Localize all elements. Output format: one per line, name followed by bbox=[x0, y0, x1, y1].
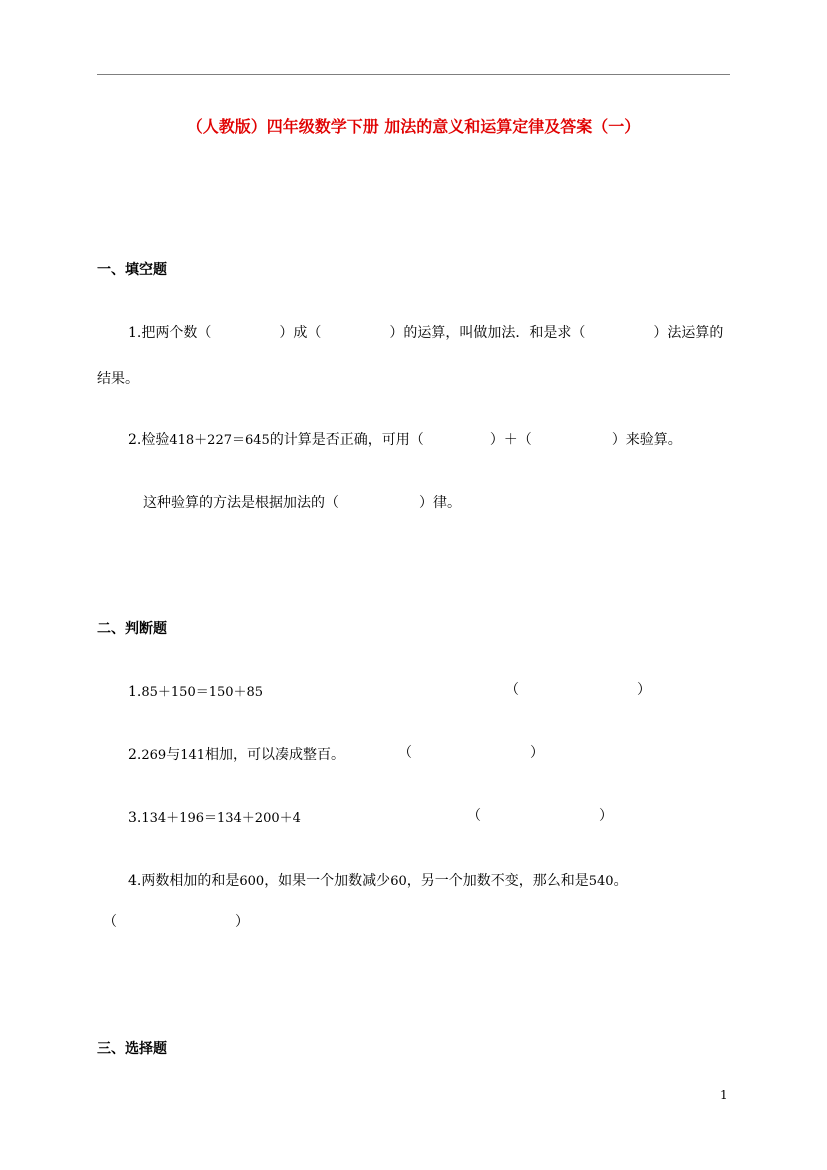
section-heading-fill-blank: 一、填空题 bbox=[97, 262, 167, 278]
question-text: ，如果一个加数减少 bbox=[264, 873, 391, 889]
open-paren: （ bbox=[398, 745, 412, 761]
section-heading-true-false: 二、判断题 bbox=[97, 621, 167, 637]
question-text: ）成（ bbox=[279, 325, 322, 341]
question-text: 把两个数（ bbox=[141, 325, 212, 341]
question-number: 1. bbox=[128, 684, 142, 700]
question-text: 与 bbox=[166, 747, 181, 763]
question-text: 。 bbox=[613, 873, 628, 889]
question-number: 1. bbox=[128, 325, 142, 341]
judge-answer-4[interactable] bbox=[103, 912, 249, 932]
question-text: ，另一个加数不变，那么和是 bbox=[406, 873, 589, 889]
math-expression: 134＋196＝134＋200＋4 bbox=[141, 811, 301, 826]
open-paren: （ bbox=[505, 682, 519, 698]
question-text: 相加，可以凑成整百。 bbox=[205, 747, 346, 763]
judge-question-1 bbox=[128, 682, 263, 703]
open-paren: （ bbox=[467, 808, 481, 824]
question-number: 2. bbox=[128, 432, 142, 448]
fill-question-1 bbox=[128, 323, 723, 343]
fill-question-2-line-2 bbox=[143, 493, 461, 513]
question-text: ）来验算。 bbox=[611, 432, 682, 448]
judge-answer-2[interactable] bbox=[398, 743, 544, 763]
question-number: 3. bbox=[128, 810, 142, 826]
document-title: （人教版）四年级数学下册 加法的意义和运算定律及答案（一） bbox=[186, 117, 641, 136]
judge-answer-3[interactable] bbox=[467, 806, 613, 826]
page-number: 1 bbox=[720, 1088, 728, 1102]
number: 60 bbox=[390, 874, 407, 889]
number: 141 bbox=[180, 748, 206, 763]
question-number: 2. bbox=[128, 747, 142, 763]
close-paren: ） bbox=[235, 914, 249, 930]
math-expression: 418＋227＝645 bbox=[169, 433, 270, 448]
number: 540 bbox=[588, 874, 614, 889]
question-text: ）法运算的 bbox=[653, 325, 724, 341]
fill-question-1-continuation: 结果。 bbox=[97, 371, 139, 387]
close-paren: ） bbox=[637, 682, 651, 698]
number: 600 bbox=[239, 874, 265, 889]
question-number: 4. bbox=[128, 873, 142, 889]
question-text: ）的运算，叫做加法．和是求（ bbox=[389, 325, 586, 341]
question-text: ）律。 bbox=[419, 495, 461, 511]
judge-question-4 bbox=[128, 871, 628, 892]
judge-answer-1[interactable] bbox=[505, 680, 651, 700]
math-expression: 85＋150＝150＋85 bbox=[141, 685, 264, 700]
question-text: 检验 bbox=[141, 432, 170, 448]
number: 269 bbox=[141, 748, 167, 763]
close-paren: ） bbox=[599, 808, 613, 824]
judge-question-2 bbox=[128, 745, 345, 766]
question-text: 这种验算的方法是根据加法的（ bbox=[143, 495, 339, 511]
fill-question-2 bbox=[128, 430, 682, 451]
judge-question-3 bbox=[128, 808, 301, 829]
section-heading-multiple-choice: 三、选择题 bbox=[97, 1041, 167, 1057]
header-rule bbox=[97, 74, 730, 75]
question-text: ）＋（ bbox=[489, 432, 532, 448]
question-text: 的计算是否正确，可用（ bbox=[269, 432, 424, 448]
question-text: 两数相加的和是 bbox=[141, 873, 240, 889]
close-paren: ） bbox=[530, 745, 544, 761]
open-paren: （ bbox=[103, 914, 117, 930]
